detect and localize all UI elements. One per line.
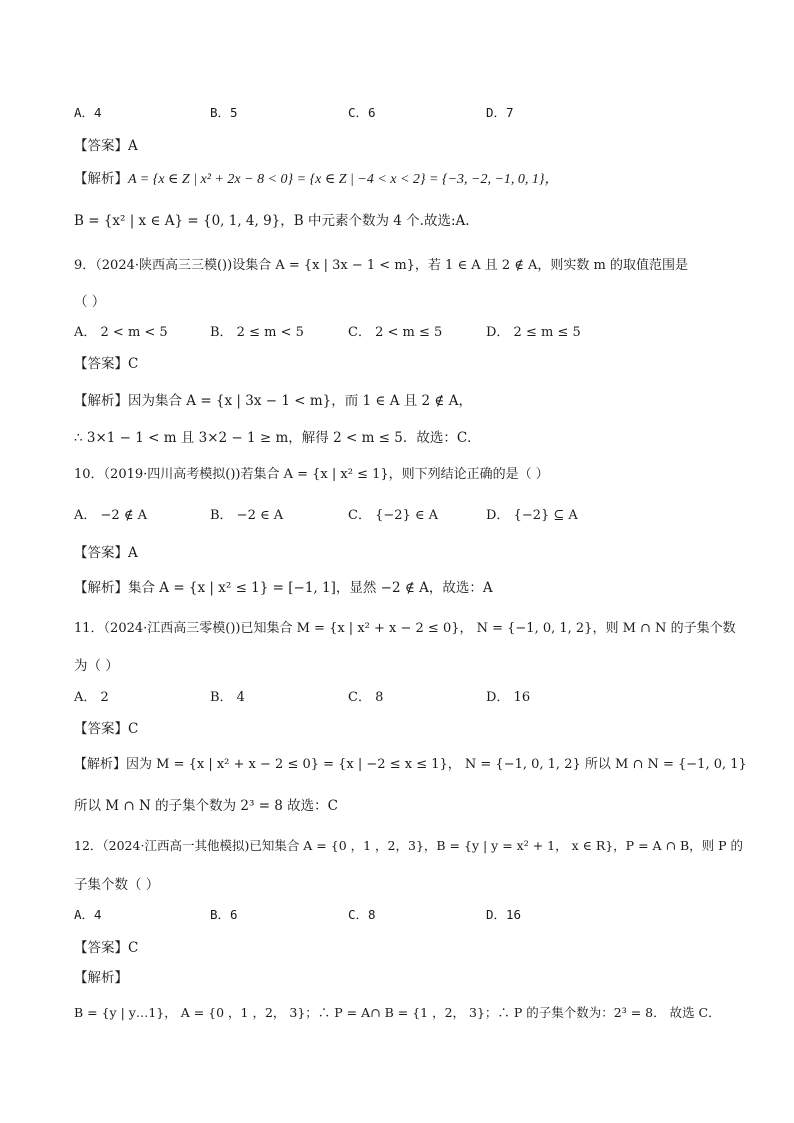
q11-option-b: B． 4: [210, 690, 245, 705]
q12-stem-line-2: 子集个数（ ）: [74, 877, 160, 893]
q10-option-c: C． {−2} ∈ A: [348, 508, 439, 523]
q12-analysis-label: 【解析】: [74, 970, 128, 986]
q8-analysis-line-1: [74, 167, 559, 188]
q11-option-c: C． 8: [348, 690, 384, 705]
q10-option-d: D． {−2} ⊆ A: [486, 508, 578, 523]
q8-analysis-line-2: B = {x² | x ∈ A} = {0, 1, 4, 9}，B 中元素个数为 4 个.故选:A.: [74, 213, 470, 229]
q10-option-b: B． −2 ∈ A: [210, 508, 284, 523]
q9-option-b: B． 2 ≤ m < 5: [210, 325, 304, 340]
q9-answer: 【答案】C: [74, 356, 139, 372]
q8-option-a: A．4: [74, 105, 102, 120]
q12-option-a: A．4: [74, 907, 102, 922]
q10-analysis: 【解析】集合 A = {x | x² ≤ 1} = [−1, 1]，显然 −2 ∉ A，故选：A: [74, 580, 493, 596]
q10-option-a: A． −2 ∉ A: [74, 508, 147, 523]
q11-analysis-line-1: 【解析】因为 M = {x | x² + x − 2 ≤ 0} = {x | −2 ≤ x ≤ 1}， N = {−1, 0, 1, 2} 所以 M ∩ N = {−1, 0, 1}: [74, 757, 747, 772]
q12-answer: 【答案】C: [74, 940, 139, 956]
analysis-label: 【解析】: [74, 171, 128, 187]
q12-option-c: C．8: [348, 907, 376, 922]
q9-option-a: A． 2 < m < 5: [74, 325, 168, 340]
q12-option-d: D．16: [486, 907, 522, 922]
q9-option-c: C． 2 < m ≤ 5: [348, 325, 443, 340]
q11-stem-line-1: 11．（2024·江西高三零模())已知集合 M = {x | x² + x − 2 ≤ 0}， N = {−1, 0, 1, 2}，则 M ∩ N 的子集个数: [74, 621, 736, 636]
q9-stem-line-2: （ ）: [74, 294, 106, 310]
q11-analysis-line-2: 所以 M ∩ N 的子集个数为 2³ = 8 故选：C: [74, 798, 339, 814]
q9-option-d: D． 2 ≤ m ≤ 5: [486, 325, 581, 340]
q8-option-d: D．7: [486, 105, 514, 120]
q8-answer: 【答案】A: [74, 138, 138, 154]
q10-answer: 【答案】A: [74, 545, 138, 561]
q9-stem-line-1: 9．（2024·陕西高三三模())设集合 A = {x | 3x − 1 < m}，若 1 ∈ A 且 2 ∉ A，则实数 m 的取值范围是: [74, 258, 688, 273]
q11-stem-line-2: 为（ ）: [74, 658, 119, 674]
q10-stem: 10．（2019·四川高考模拟())若集合 A = {x | x² ≤ 1}，则下列结论正确的是（ ）: [74, 467, 549, 482]
q9-analysis-line-1: 【解析】因为集合 A = {x | 3x − 1 < m}，而 1 ∈ A 且 2 ∉ A，: [74, 393, 472, 409]
q12-stem-line-1: 12．（2024·江西高一其他模拟)已知集合 A = {0 ，1 ，2，3}，B = {y | y = x² + 1， x ∈ R}，P = A ∩ B，则 P 的: [74, 838, 744, 853]
q12-option-b: B．6: [210, 907, 238, 922]
q8-option-b: B．5: [210, 105, 238, 120]
q12-analysis: B = {y | y…1}， A = {0 ，1 ，2， 3}；∴ P = A∩ B = {1 ，2， 3}；∴ P 的子集个数为：2³ = 8． 故选 C．: [74, 1005, 721, 1020]
q11-option-a: A． 2: [74, 690, 109, 705]
q11-answer: 【答案】C: [74, 721, 139, 737]
q8-option-c: C．6: [348, 105, 376, 120]
q8-analysis-text-1: A = {x ∈ Z | x² + 2x − 8 < 0} = {x ∈ Z | −4 < x < 2} = {−3, −2, −1, 0, 1}，: [128, 172, 559, 187]
q11-option-d: D． 16: [486, 690, 531, 705]
q9-analysis-line-2: ∴ 3×1 − 1 < m 且 3×2 − 1 ≥ m，解得 2 < m ≤ 5．故选：C．: [74, 430, 481, 446]
